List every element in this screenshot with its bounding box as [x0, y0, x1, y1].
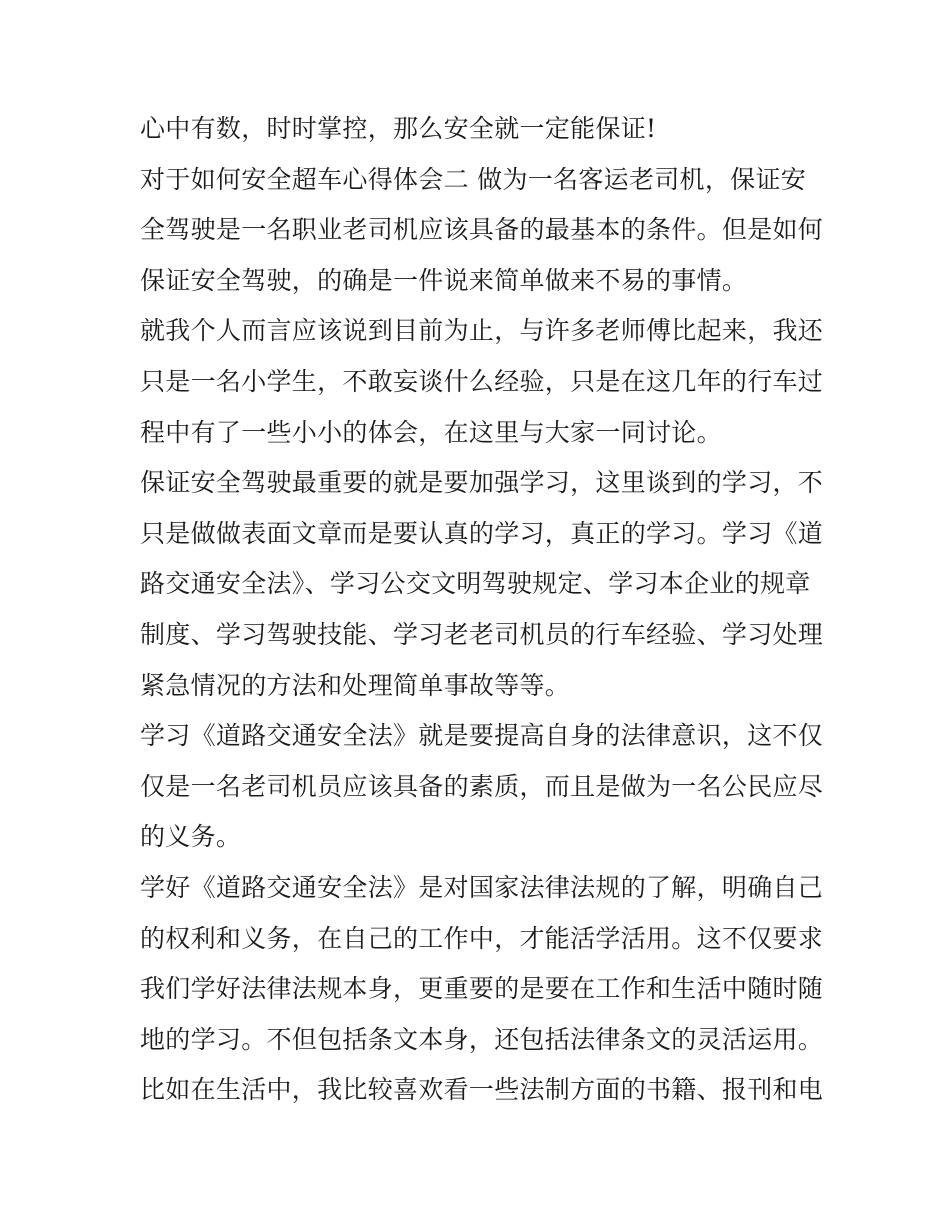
- text-line: 仅是一名老司机员应该具备的素质，而且是做为一名公民应尽: [140, 771, 824, 801]
- text-line: 保证安全驾驶最重要的就是要加强学习，这里谈到的学习，不: [140, 468, 824, 498]
- text-line: 的权利和义务，在自己的工作中，才能活学活用。这不仅要求: [140, 923, 824, 953]
- text-line: 就我个人而言应该说到目前为止，与许多老师傅比起来，我还: [140, 316, 824, 346]
- text-line: 地的学习。不但包括条文本身，还包括法律条文的灵活运用。: [140, 1024, 824, 1054]
- text-line: 保证安全驾驶，的确是一件说来简单做来不易的事情。: [140, 265, 748, 295]
- text-line: 紧急情况的方法和处理简单事故等等。: [140, 670, 571, 700]
- text-line: 学好《道路交通安全法》是对国家法律法规的了解，明确自己: [140, 872, 824, 902]
- text-line: 学习《道路交通安全法》就是要提高自身的法律意识，这不仅: [140, 721, 824, 751]
- text-line: 的义务。: [140, 822, 242, 852]
- text-line: 心中有数，时时掌控，那么安全就一定能保证!: [140, 114, 657, 143]
- text-line: 只是一名小学生，不敢妄谈什么经验，只是在这几年的行车过: [140, 366, 824, 396]
- body-text: [140, 104, 824, 1116]
- text-line: 程中有了一些小小的体会，在这里与大家一同讨论。: [140, 417, 722, 447]
- text-line: 我们学好法律法规本身，更重要的是要在工作和生活中随时随: [140, 974, 824, 1004]
- text-line: 路交通安全法》、学习公交文明驾驶规定、学习本企业的规章: [140, 569, 811, 599]
- text-line: 比如在生活中，我比较喜欢看一些法制方面的书籍、报刊和电: [140, 1075, 824, 1105]
- text-line: 只是做做表面文章而是要认真的学习，真正的学习。学习《道: [140, 518, 824, 548]
- text-line: 制度、学习驾驶技能、学习老老司机员的行车经验、学习处理: [140, 619, 824, 649]
- text-line: 全驾驶是一名职业老司机应该具备的最基本的条件。但是如何: [140, 215, 824, 245]
- text-line: 对于如何安全超车心得体会二 做为一名客运老司机，保证安: [140, 164, 807, 194]
